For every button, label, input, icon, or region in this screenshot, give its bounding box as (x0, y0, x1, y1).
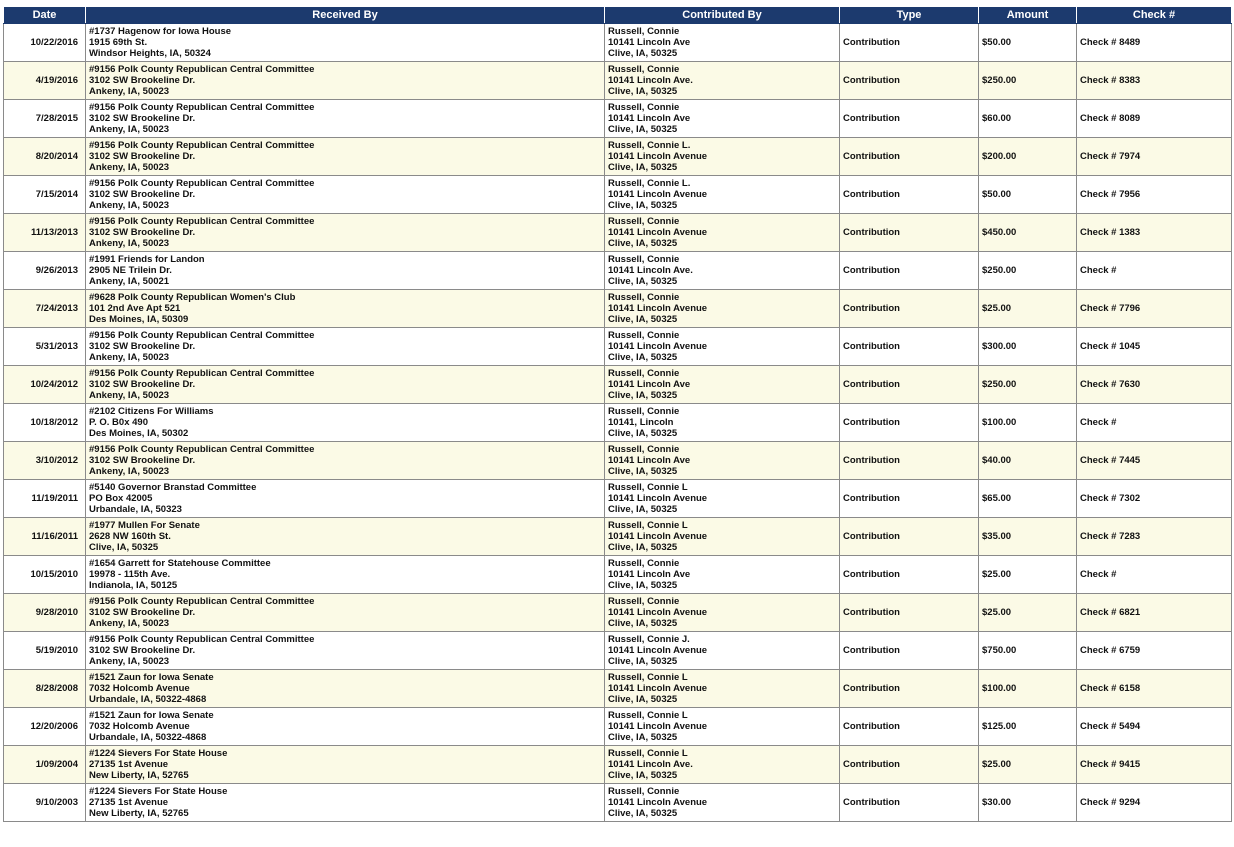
check-number-cell: Check # 7302 (1077, 480, 1232, 518)
recipient-city: Windsor Heights, IA, 50324 (89, 48, 211, 60)
contributor-city: Clive, IA, 50325 (608, 580, 678, 592)
check-number-cell: Check # 9294 (1077, 784, 1232, 822)
received-by-cell (86, 632, 605, 670)
table-row (4, 176, 1232, 214)
contributor-city: Clive, IA, 50325 (608, 86, 678, 98)
check-number-cell: Check # 1383 (1077, 214, 1232, 252)
recipient-city: Urbandale, IA, 50322-4868 (89, 732, 207, 744)
check-number-cell: Check # 8383 (1077, 62, 1232, 100)
amount-cell: $25.00 (979, 556, 1077, 594)
date-cell: 11/16/2011 (4, 518, 86, 556)
contributor-city: Clive, IA, 50325 (608, 352, 678, 364)
amount-cell: $25.00 (979, 746, 1077, 784)
contributor-city: Clive, IA, 50325 (608, 238, 678, 250)
contributor-city: Clive, IA, 50325 (608, 466, 678, 478)
recipient-name: #9156 Polk County Republican Central Committee (89, 443, 315, 455)
table-row (4, 708, 1232, 746)
check-number-cell: Check # 7630 (1077, 366, 1232, 404)
recipient-name: #1224 Sievers For State House (89, 747, 228, 759)
column-header-contributed-by[interactable]: Contributed By (605, 7, 840, 24)
recipient-address: 1915 69th St. (89, 36, 148, 48)
check-number-cell: Check # 6158 (1077, 670, 1232, 708)
received-by-cell (86, 252, 605, 290)
recipient-address: 27135 1st Avenue (89, 758, 169, 770)
check-number-cell: Check # 6759 (1077, 632, 1232, 670)
contributed-by-cell (605, 252, 840, 290)
received-by-cell (86, 670, 605, 708)
contributor-address: 10141 Lincoln Ave. (608, 264, 693, 276)
contributed-by-cell (605, 632, 840, 670)
contributor-address: 10141 Lincoln Ave (608, 378, 691, 390)
recipient-name: #9156 Polk County Republican Central Committee (89, 139, 315, 151)
contributed-by-cell (605, 556, 840, 594)
check-number-cell: Check # 1045 (1077, 328, 1232, 366)
recipient-city: Des Moines, IA, 50309 (89, 314, 189, 326)
contributor-city: Clive, IA, 50325 (608, 162, 678, 174)
contributions-table-container (3, 6, 1231, 822)
recipient-city: Ankeny, IA, 50023 (89, 124, 170, 136)
contributor-name: Russell, Connie (608, 215, 680, 227)
contributor-name: Russell, Connie (608, 405, 680, 417)
type-cell: Contribution (840, 632, 979, 670)
contributed-by-cell (605, 214, 840, 252)
contributed-by-cell (605, 328, 840, 366)
table-row (4, 252, 1232, 290)
recipient-name: #9156 Polk County Republican Central Committee (89, 177, 315, 189)
type-cell: Contribution (840, 62, 979, 100)
contributor-address: 10141 Lincoln Avenue (608, 796, 708, 808)
contributor-address: 10141 Lincoln Ave. (608, 758, 693, 770)
contributor-address: 10141 Lincoln Avenue (608, 340, 708, 352)
amount-cell: $250.00 (979, 62, 1077, 100)
contributor-name: Russell, Connie L (608, 671, 688, 683)
type-cell: Contribution (840, 670, 979, 708)
check-number-cell: Check # 7796 (1077, 290, 1232, 328)
received-by-cell (86, 62, 605, 100)
check-number-cell: Check # (1077, 252, 1232, 290)
contributed-by-cell (605, 366, 840, 404)
recipient-name: #1521 Zaun for Iowa Senate (89, 709, 214, 721)
contributor-name: Russell, Connie L. (608, 177, 691, 189)
table-row (4, 670, 1232, 708)
contributed-by-cell (605, 670, 840, 708)
check-number-cell: Check # 7974 (1077, 138, 1232, 176)
date-cell: 10/15/2010 (4, 556, 86, 594)
column-header-amount[interactable]: Amount (979, 7, 1077, 24)
recipient-name: #9156 Polk County Republican Central Committee (89, 367, 315, 379)
received-by-cell (86, 24, 605, 62)
date-cell: 7/28/2015 (4, 100, 86, 138)
check-number-cell: Check # 8489 (1077, 24, 1232, 62)
date-cell: 10/18/2012 (4, 404, 86, 442)
contributor-name: Russell, Connie L (608, 519, 688, 531)
type-cell: Contribution (840, 214, 979, 252)
date-cell: 1/09/2004 (4, 746, 86, 784)
type-cell: Contribution (840, 556, 979, 594)
recipient-name: #1521 Zaun for Iowa Senate (89, 671, 214, 683)
contributed-by-cell (605, 442, 840, 480)
type-cell: Contribution (840, 480, 979, 518)
type-cell: Contribution (840, 252, 979, 290)
contributor-name: Russell, Connie L (608, 747, 688, 759)
check-number-cell: Check # 7283 (1077, 518, 1232, 556)
contributed-by-cell (605, 290, 840, 328)
amount-cell: $25.00 (979, 290, 1077, 328)
contributed-by-cell (605, 746, 840, 784)
date-cell: 3/10/2012 (4, 442, 86, 480)
amount-cell: $50.00 (979, 176, 1077, 214)
date-cell: 9/28/2010 (4, 594, 86, 632)
recipient-address: 3102 SW Brookeline Dr. (89, 226, 196, 238)
recipient-address: PO Box 42005 (89, 492, 153, 504)
date-cell: 8/20/2014 (4, 138, 86, 176)
contributor-city: Clive, IA, 50325 (608, 390, 678, 402)
received-by-cell (86, 784, 605, 822)
contributor-address: 10141 Lincoln Ave (608, 568, 691, 580)
recipient-city: Indianola, IA, 50125 (89, 580, 178, 592)
table-row (4, 62, 1232, 100)
recipient-name: #9156 Polk County Republican Central Committee (89, 633, 315, 645)
recipient-city: Clive, IA, 50325 (89, 542, 159, 554)
recipient-name: #9156 Polk County Republican Central Committee (89, 595, 315, 607)
recipient-name: #1991 Friends for Landon (89, 253, 205, 265)
date-cell: 5/31/2013 (4, 328, 86, 366)
recipient-address: 3102 SW Brookeline Dr. (89, 378, 196, 390)
received-by-cell (86, 138, 605, 176)
date-cell: 9/26/2013 (4, 252, 86, 290)
recipient-city: New Liberty, IA, 52765 (89, 808, 189, 820)
recipient-city: New Liberty, IA, 52765 (89, 770, 189, 782)
recipient-address: P. O. B0x 490 (89, 416, 148, 428)
recipient-city: Ankeny, IA, 50023 (89, 162, 170, 174)
recipient-address: 3102 SW Brookeline Dr. (89, 606, 196, 618)
recipient-city: Ankeny, IA, 50023 (89, 86, 170, 98)
contributor-name: Russell, Connie (608, 63, 680, 75)
table-row (4, 100, 1232, 138)
recipient-city: Ankeny, IA, 50023 (89, 618, 170, 630)
recipient-city: Ankeny, IA, 50023 (89, 238, 170, 250)
check-number-cell: Check # 5494 (1077, 708, 1232, 746)
contributor-name: Russell, Connie (608, 101, 680, 113)
contributions-table (3, 6, 1232, 822)
date-cell: 7/15/2014 (4, 176, 86, 214)
contributor-city: Clive, IA, 50325 (608, 200, 678, 212)
recipient-name: #9156 Polk County Republican Central Committee (89, 329, 315, 341)
contributor-address: 10141 Lincoln Avenue (608, 606, 708, 618)
recipient-city: Des Moines, IA, 50302 (89, 428, 189, 440)
date-cell: 10/22/2016 (4, 24, 86, 62)
date-cell: 12/20/2006 (4, 708, 86, 746)
contributor-address: 10141 Lincoln Ave. (608, 74, 693, 86)
recipient-address: 3102 SW Brookeline Dr. (89, 188, 196, 200)
recipient-city: Ankeny, IA, 50023 (89, 656, 170, 668)
type-cell: Contribution (840, 366, 979, 404)
type-cell: Contribution (840, 328, 979, 366)
contributor-address: 10141 Lincoln Avenue (608, 492, 708, 504)
received-by-cell (86, 746, 605, 784)
amount-cell: $250.00 (979, 252, 1077, 290)
table-row (4, 746, 1232, 784)
received-by-cell (86, 708, 605, 746)
received-by-cell (86, 366, 605, 404)
contributed-by-cell (605, 404, 840, 442)
date-cell: 11/13/2013 (4, 214, 86, 252)
type-cell: Contribution (840, 442, 979, 480)
recipient-name: #1654 Garrett for Statehouse Committee (89, 557, 271, 569)
date-cell: 7/24/2013 (4, 290, 86, 328)
contributed-by-cell (605, 480, 840, 518)
contributor-name: Russell, Connie (608, 557, 680, 569)
recipient-address: 3102 SW Brookeline Dr. (89, 340, 196, 352)
recipient-name: #9156 Polk County Republican Central Committee (89, 215, 315, 227)
recipient-name: #9156 Polk County Republican Central Committee (89, 101, 315, 113)
contributed-by-cell (605, 708, 840, 746)
column-header-received-by[interactable]: Received By (86, 7, 605, 24)
column-header-check-number[interactable]: Check # (1077, 7, 1232, 24)
table-row (4, 366, 1232, 404)
contributor-address: 10141 Lincoln Ave (608, 454, 691, 466)
amount-cell: $300.00 (979, 328, 1077, 366)
check-number-cell: Check # (1077, 404, 1232, 442)
contributor-city: Clive, IA, 50325 (608, 808, 678, 820)
recipient-address: 2905 NE Trilein Dr. (89, 264, 172, 276)
contributed-by-cell (605, 594, 840, 632)
contributor-city: Clive, IA, 50325 (608, 732, 678, 744)
table-row (4, 404, 1232, 442)
recipient-address: 3102 SW Brookeline Dr. (89, 74, 196, 86)
contributor-name: Russell, Connie (608, 329, 680, 341)
amount-cell: $50.00 (979, 24, 1077, 62)
amount-cell: $200.00 (979, 138, 1077, 176)
contributor-name: Russell, Connie (608, 291, 680, 303)
check-number-cell: Check # 7445 (1077, 442, 1232, 480)
contributor-city: Clive, IA, 50325 (608, 428, 678, 440)
table-row (4, 24, 1232, 62)
contributor-city: Clive, IA, 50325 (608, 314, 678, 326)
recipient-address: 27135 1st Avenue (89, 796, 169, 808)
amount-cell: $40.00 (979, 442, 1077, 480)
received-by-cell (86, 404, 605, 442)
date-cell: 9/10/2003 (4, 784, 86, 822)
received-by-cell (86, 328, 605, 366)
contributor-city: Clive, IA, 50325 (608, 504, 678, 516)
contributor-address: 10141 Lincoln Ave (608, 36, 691, 48)
contributor-address: 10141 Lincoln Avenue (608, 302, 708, 314)
recipient-city: Ankeny, IA, 50023 (89, 466, 170, 478)
contributed-by-cell (605, 138, 840, 176)
contributor-name: Russell, Connie L. (608, 139, 691, 151)
amount-cell: $250.00 (979, 366, 1077, 404)
contributor-city: Clive, IA, 50325 (608, 770, 678, 782)
recipient-address: 3102 SW Brookeline Dr. (89, 112, 196, 124)
date-cell: 11/19/2011 (4, 480, 86, 518)
contributed-by-cell (605, 24, 840, 62)
contributor-city: Clive, IA, 50325 (608, 656, 678, 668)
recipient-address: 7032 Holcomb Avenue (89, 682, 190, 694)
table-row (4, 632, 1232, 670)
amount-cell: $60.00 (979, 100, 1077, 138)
received-by-cell (86, 556, 605, 594)
contributor-address: 10141 Lincoln Avenue (608, 644, 708, 656)
contributed-by-cell (605, 176, 840, 214)
table-row (4, 290, 1232, 328)
amount-cell: $65.00 (979, 480, 1077, 518)
recipient-address: 7032 Holcomb Avenue (89, 720, 190, 732)
contributor-address: 10141 Lincoln Ave (608, 112, 691, 124)
date-cell: 10/24/2012 (4, 366, 86, 404)
amount-cell: $100.00 (979, 670, 1077, 708)
type-cell: Contribution (840, 708, 979, 746)
contributor-city: Clive, IA, 50325 (608, 618, 678, 630)
contributed-by-cell (605, 784, 840, 822)
recipient-city: Urbandale, IA, 50323 (89, 504, 182, 516)
contributor-name: Russell, Connie (608, 595, 680, 607)
contributor-name: Russell, Connie (608, 785, 680, 797)
type-cell: Contribution (840, 290, 979, 328)
contributor-address: 10141 Lincoln Avenue (608, 530, 708, 542)
recipient-address: 3102 SW Brookeline Dr. (89, 150, 196, 162)
contributor-city: Clive, IA, 50325 (608, 694, 678, 706)
recipient-name: #2102 Citizens For Williams (89, 405, 214, 417)
contributor-city: Clive, IA, 50325 (608, 124, 678, 136)
recipient-name: #9156 Polk County Republican Central Committee (89, 63, 315, 75)
contributor-address: 10141 Lincoln Avenue (608, 188, 708, 200)
type-cell: Contribution (840, 138, 979, 176)
check-number-cell: Check # 6821 (1077, 594, 1232, 632)
recipient-name: #1737 Hagenow for Iowa House (89, 25, 232, 37)
table-row (4, 328, 1232, 366)
amount-cell: $125.00 (979, 708, 1077, 746)
contributed-by-cell (605, 100, 840, 138)
type-cell: Contribution (840, 100, 979, 138)
received-by-cell (86, 100, 605, 138)
contributor-address: 10141, Lincoln (608, 416, 674, 428)
contributor-name: Russell, Connie L (608, 709, 688, 721)
contributor-address: 10141 Lincoln Avenue (608, 720, 708, 732)
recipient-city: Ankeny, IA, 50023 (89, 390, 170, 402)
type-cell: Contribution (840, 594, 979, 632)
contributor-name: Russell, Connie (608, 367, 680, 379)
check-number-cell: Check # (1077, 556, 1232, 594)
table-row (4, 518, 1232, 556)
received-by-cell (86, 594, 605, 632)
contributor-name: Russell, Connie (608, 253, 680, 265)
type-cell: Contribution (840, 518, 979, 556)
contributor-address: 10141 Lincoln Avenue (608, 682, 708, 694)
type-cell: Contribution (840, 24, 979, 62)
received-by-cell (86, 214, 605, 252)
recipient-city: Ankeny, IA, 50023 (89, 200, 170, 212)
contributed-by-cell (605, 518, 840, 556)
date-cell: 4/19/2016 (4, 62, 86, 100)
recipient-city: Urbandale, IA, 50322-4868 (89, 694, 207, 706)
recipient-address: 3102 SW Brookeline Dr. (89, 454, 196, 466)
recipient-name: #1977 Mullen For Senate (89, 519, 200, 531)
contributor-name: Russell, Connie (608, 443, 680, 455)
received-by-cell (86, 290, 605, 328)
table-row (4, 442, 1232, 480)
recipient-name: #1224 Sievers For State House (89, 785, 228, 797)
received-by-cell (86, 480, 605, 518)
recipient-address: 2628 NW 160th St. (89, 530, 171, 542)
recipient-city: Ankeny, IA, 50023 (89, 352, 170, 364)
check-number-cell: Check # 7956 (1077, 176, 1232, 214)
recipient-city: Ankeny, IA, 50021 (89, 276, 170, 288)
contributor-city: Clive, IA, 50325 (608, 276, 678, 288)
amount-cell: $750.00 (979, 632, 1077, 670)
table-row (4, 480, 1232, 518)
amount-cell: $35.00 (979, 518, 1077, 556)
contributor-address: 10141 Lincoln Avenue (608, 226, 708, 238)
recipient-address: 19978 - 115th Ave. (89, 568, 171, 580)
date-cell: 5/19/2010 (4, 632, 86, 670)
recipient-name: #9628 Polk County Republican Women's Club (89, 291, 296, 303)
check-number-cell: Check # 8089 (1077, 100, 1232, 138)
table-row (4, 138, 1232, 176)
amount-cell: $100.00 (979, 404, 1077, 442)
type-cell: Contribution (840, 404, 979, 442)
column-header-type[interactable]: Type (840, 7, 979, 24)
type-cell: Contribution (840, 176, 979, 214)
recipient-name: #5140 Governor Branstad Committee (89, 481, 257, 493)
table-row (4, 556, 1232, 594)
contributor-city: Clive, IA, 50325 (608, 542, 678, 554)
recipient-address: 3102 SW Brookeline Dr. (89, 644, 196, 656)
check-number-cell: Check # 9415 (1077, 746, 1232, 784)
amount-cell: $450.00 (979, 214, 1077, 252)
table-row (4, 784, 1232, 822)
contributed-by-cell (605, 62, 840, 100)
contributor-name: Russell, Connie (608, 25, 680, 37)
type-cell: Contribution (840, 746, 979, 784)
contributor-name: Russell, Connie J. (608, 633, 690, 645)
contributor-address: 10141 Lincoln Avenue (608, 150, 708, 162)
table-header-row (4, 7, 1232, 24)
table-row (4, 214, 1232, 252)
contributor-city: Clive, IA, 50325 (608, 48, 678, 60)
column-header-date[interactable]: Date (4, 7, 86, 24)
amount-cell: $30.00 (979, 784, 1077, 822)
received-by-cell (86, 176, 605, 214)
date-cell: 8/28/2008 (4, 670, 86, 708)
amount-cell: $25.00 (979, 594, 1077, 632)
table-row (4, 594, 1232, 632)
type-cell: Contribution (840, 784, 979, 822)
received-by-cell (86, 518, 605, 556)
recipient-address: 101 2nd Ave Apt 521 (89, 302, 181, 314)
received-by-cell (86, 442, 605, 480)
contributor-name: Russell, Connie L (608, 481, 688, 493)
